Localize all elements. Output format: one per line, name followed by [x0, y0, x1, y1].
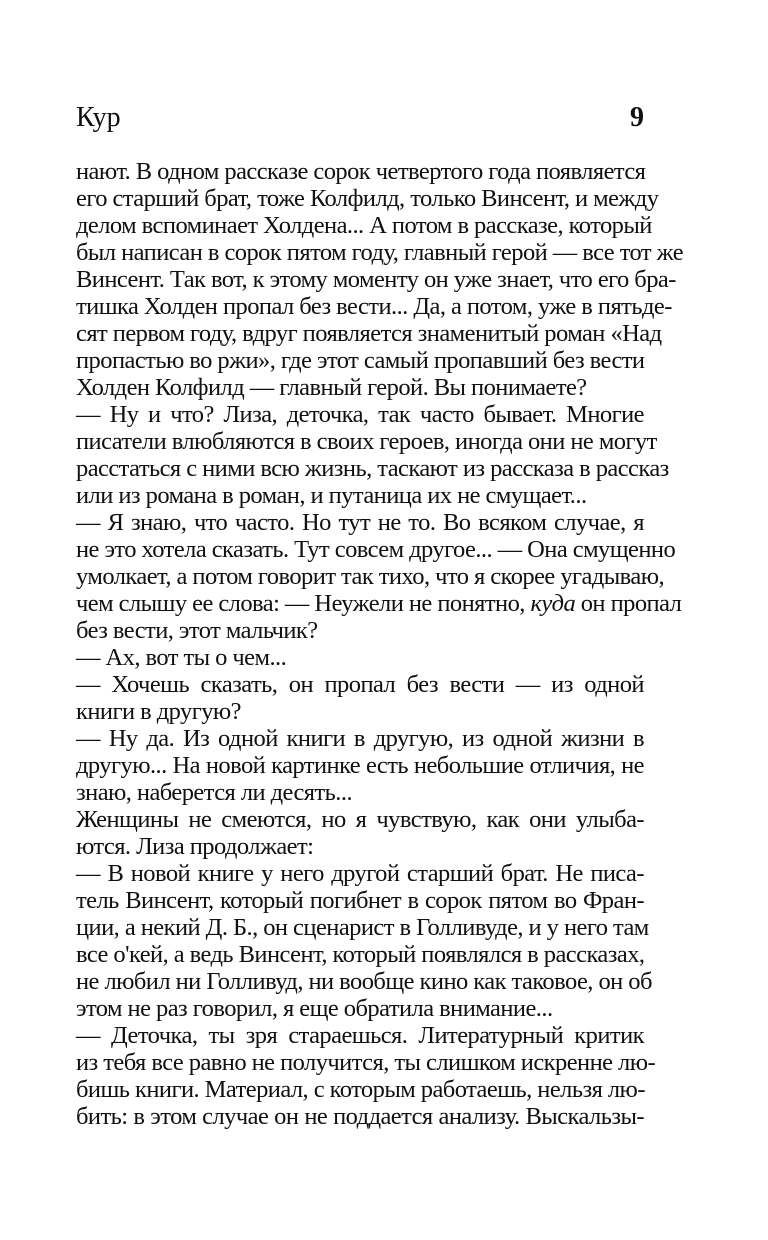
- text-line: — Ах, вот ты о чем...: [76, 644, 287, 671]
- text-line: — В новой книге у него другой старший брат. Не писа-: [76, 860, 644, 887]
- paragraph: [76, 806, 644, 860]
- body-text: [76, 158, 684, 1130]
- italic-word: куда: [530, 590, 576, 617]
- text-line: делом вспоминает Холдена... А потом в рассказе, который: [76, 212, 652, 239]
- text-line: расстаться с ними всю жизнь, таскают из рассказа в рассказ: [76, 455, 669, 482]
- text-line: этом не раз говорил, я еще обратила внимание...: [76, 995, 553, 1022]
- text-line: Женщины не смеются, но я чувствую, как они улыба-: [76, 806, 644, 833]
- text-line: Винсент. Так вот, к этому моменту он уже знает, что его бра-: [76, 266, 676, 293]
- text-line: без вести, этот мальчик?: [76, 617, 318, 644]
- paragraph: [76, 644, 644, 671]
- text-line: не любил ни Голливуд, ни вообще кино как таковое, он об: [76, 968, 652, 995]
- text-line: — Ну и что? Лиза, деточка, так часто бывает. Многие: [76, 401, 644, 428]
- text-line: ются. Лиза продолжает:: [76, 833, 314, 860]
- text-line: или из романа в роман, и путаница их не смущает...: [76, 482, 587, 509]
- paragraph: [76, 671, 644, 725]
- paragraph: [76, 158, 684, 401]
- paragraph: [76, 401, 669, 509]
- text-line: Холден Колфилд — главный герой. Вы понимаете?: [76, 374, 587, 401]
- text-line: все о'кей, а ведь Винсент, который появлялся в рассказах,: [76, 941, 645, 968]
- text-line: книги в другую?: [76, 698, 241, 725]
- paragraph: [76, 509, 682, 644]
- paragraph: [76, 1022, 656, 1130]
- line-tail: он пропал: [575, 590, 682, 617]
- text-line: — Я знаю, что часто. Но тут не то. Во всяком случае, я: [76, 509, 644, 536]
- paragraph: [76, 725, 644, 806]
- text-line: другую... На новой картинке есть небольшие отличия, не: [76, 752, 644, 779]
- text-line: умолкает, а потом говорит так тихо, что я скорее угадываю,: [76, 563, 665, 590]
- running-head: [76, 100, 644, 140]
- text-line-with-italic: [76, 590, 682, 617]
- text-line: тишка Холден пропал без вести... Да, а потом, уже в пятьде-: [76, 293, 672, 320]
- text-line: — Ну да. Из одной книги в другую, из одной жизни в: [76, 725, 644, 752]
- running-title: Кур: [76, 102, 121, 133]
- text-line: его старший брат, тоже Колфилд, только Винсент, и между: [76, 185, 659, 212]
- text-line: сят первом году, вдруг появляется знаменитый роман «Над: [76, 320, 662, 347]
- text-line: писатели влюбляются в своих героев, иногда они не могут: [76, 428, 657, 455]
- text-line: был написан в сорок пятом году, главный герой — все тот же: [76, 239, 684, 266]
- text-line: из тебя все равно не получится, ты слишком искренне лю-: [76, 1049, 656, 1076]
- text-line: не это хотела сказать. Тут совсем другое... — Она смущенно: [76, 536, 676, 563]
- text-line: бить: в этом случае он не поддается анализу. Выскальзы-: [76, 1103, 644, 1130]
- text-line: — Хочешь сказать, он пропал без вести — из одной: [76, 671, 644, 698]
- text-line: ции, а некий Д. Б., он сценарист в Голливуде, и у него там: [76, 914, 649, 941]
- text-line: бишь книги. Материал, с которым работаешь, нельзя лю-: [76, 1076, 645, 1103]
- text-line: знаю, наберется ли десять...: [76, 779, 353, 806]
- text-line: тель Винсент, который погибнет в сорок пятом во Фран-: [76, 887, 644, 914]
- text-line: нают. В одном рассказе сорок четвертого года появляется: [76, 158, 646, 185]
- page-number: 9: [630, 102, 644, 133]
- text-line: пропастью во ржи», где этот самый пропавший без вести: [76, 347, 645, 374]
- text-line: — Деточка, ты зря стараешься. Литературный критик: [76, 1022, 644, 1049]
- paragraph: [76, 860, 652, 1022]
- line-start: чем слышу ее слова: — Неужели не понятно,: [76, 590, 531, 617]
